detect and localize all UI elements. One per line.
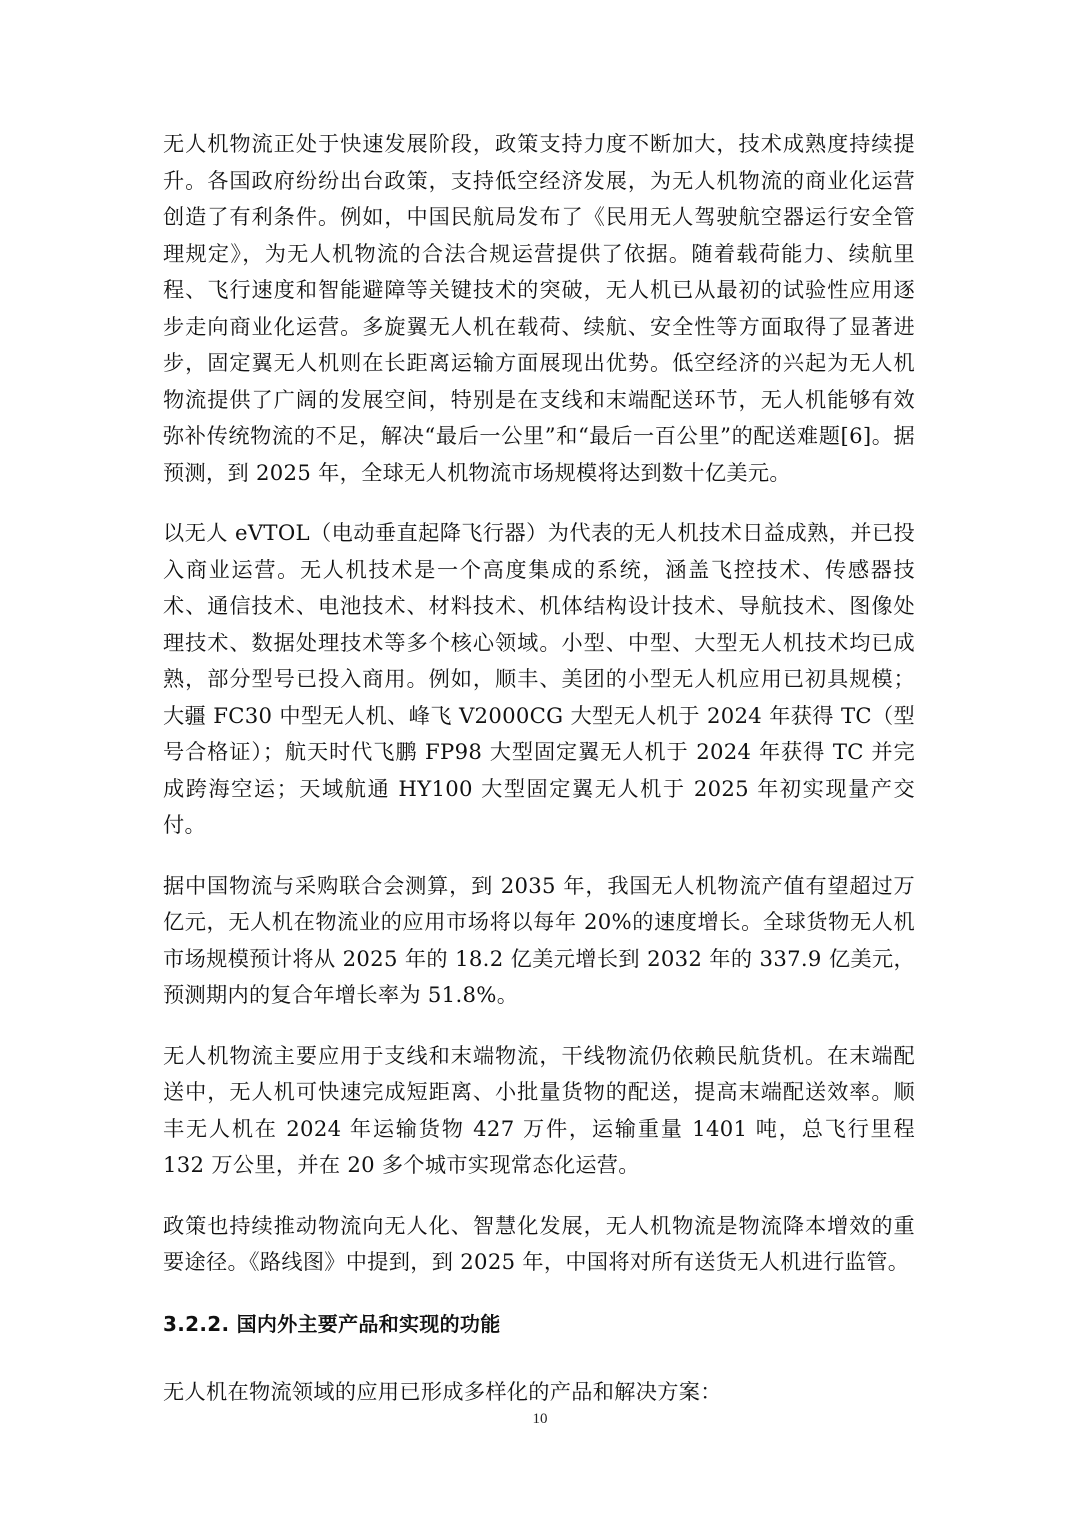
- section-heading: 3.2.2. 国内外主要产品和实现的功能: [163, 1311, 501, 1336]
- paragraph-market-forecast: 据中国物流与采购联合会测算，到 2035 年，我国无人机物流产值有望超过万亿元，无人机在物流业的应用市场将以每年 20%的速度增长。全球货物无人机市场规模预计将从 2025 年的 18.2 亿美元增长到 2032 年的 337.9 亿美元，预测期内的复合年增长率为 51.8%。: [163, 872, 915, 1007]
- page-number: 10: [532, 1411, 548, 1427]
- document-page: [163, 126, 915, 1434]
- paragraph-policy-support: 政策也持续推动物流向无人化、智慧化发展，无人机物流是物流降本增效的重要途径。《路线图》中提到，到 2025 年，中国将对所有送货无人机进行监管。: [163, 1212, 915, 1274]
- paragraph-evtol-technology: 以无人 eVTOL（电动垂直起降飞行器）为代表的无人机技术日益成熟，并已投入商业运营。无人机技术是一个高度集成的系统，涵盖飞控技术、传感器技术、通信技术、电池技术、材料技术、机体结构设计技术、导航技术、图像处理技术、数据处理技术等多个核心领域。小型、中型、大型无人机技术均已成熟，部分型号已投入商用。例如，顺丰、美团的小型无人机应用已初具规模；大疆 FC30 中型无人机、峰飞 V2000CG 大型无人机于 2024 年获得 TC（型号合格证）；航天时代飞鹏 FP98 大型固定翼无人机于 2024 年获得 TC 并完成跨海空运；天域航通 HY100 大型固定翼无人机于 2025 年初实现量产交付。: [163, 520, 915, 837]
- paragraph-application-scenarios: 无人机物流主要应用于支线和末端物流，干线物流仍依赖民航货机。在末端配送中，无人机可快速完成短距离、小批量货物的配送，提高末端配送效率。顺丰无人机在 2024 年运输货物 427 万件，运输重量 1401 吨，总飞行里程 132 万公里，并在 20 多个城市实现常态化运营。: [163, 1042, 915, 1177]
- paragraph-products-intro: 无人机在物流领域的应用已形成多样化的产品和解决方案：: [163, 1378, 722, 1404]
- paragraph-drone-logistics-development: 无人机物流正处于快速发展阶段，政策支持力度不断加大，技术成熟度持续提升。各国政府纷纷出台政策，支持低空经济发展，为无人机物流的商业化运营创造了有利条件。例如，中国民航局发布了《民用无人驾驶航空器运行安全管理规定》，为无人机物流的合法合规运营提供了依据。随着载荷能力、续航里程、飞行速度和智能避障等关键技术的突破，无人机已从最初的试验性应用逐步走向商业化运营。多旋翼无人机在载荷、续航、安全性等方面取得了显著进步，固定翼无人机则在长距离运输方面展现出优势。低空经济的兴起为无人机物流提供了广阔的发展空间，特别是在支线和末端配送环节，无人机能够有效弥补传统物流的不足，解决“最后一公里”和“最后一百公里”的配送难题[6]。据预测，到 2025 年，全球无人机物流市场规模将达到数十亿美元。: [163, 131, 915, 485]
